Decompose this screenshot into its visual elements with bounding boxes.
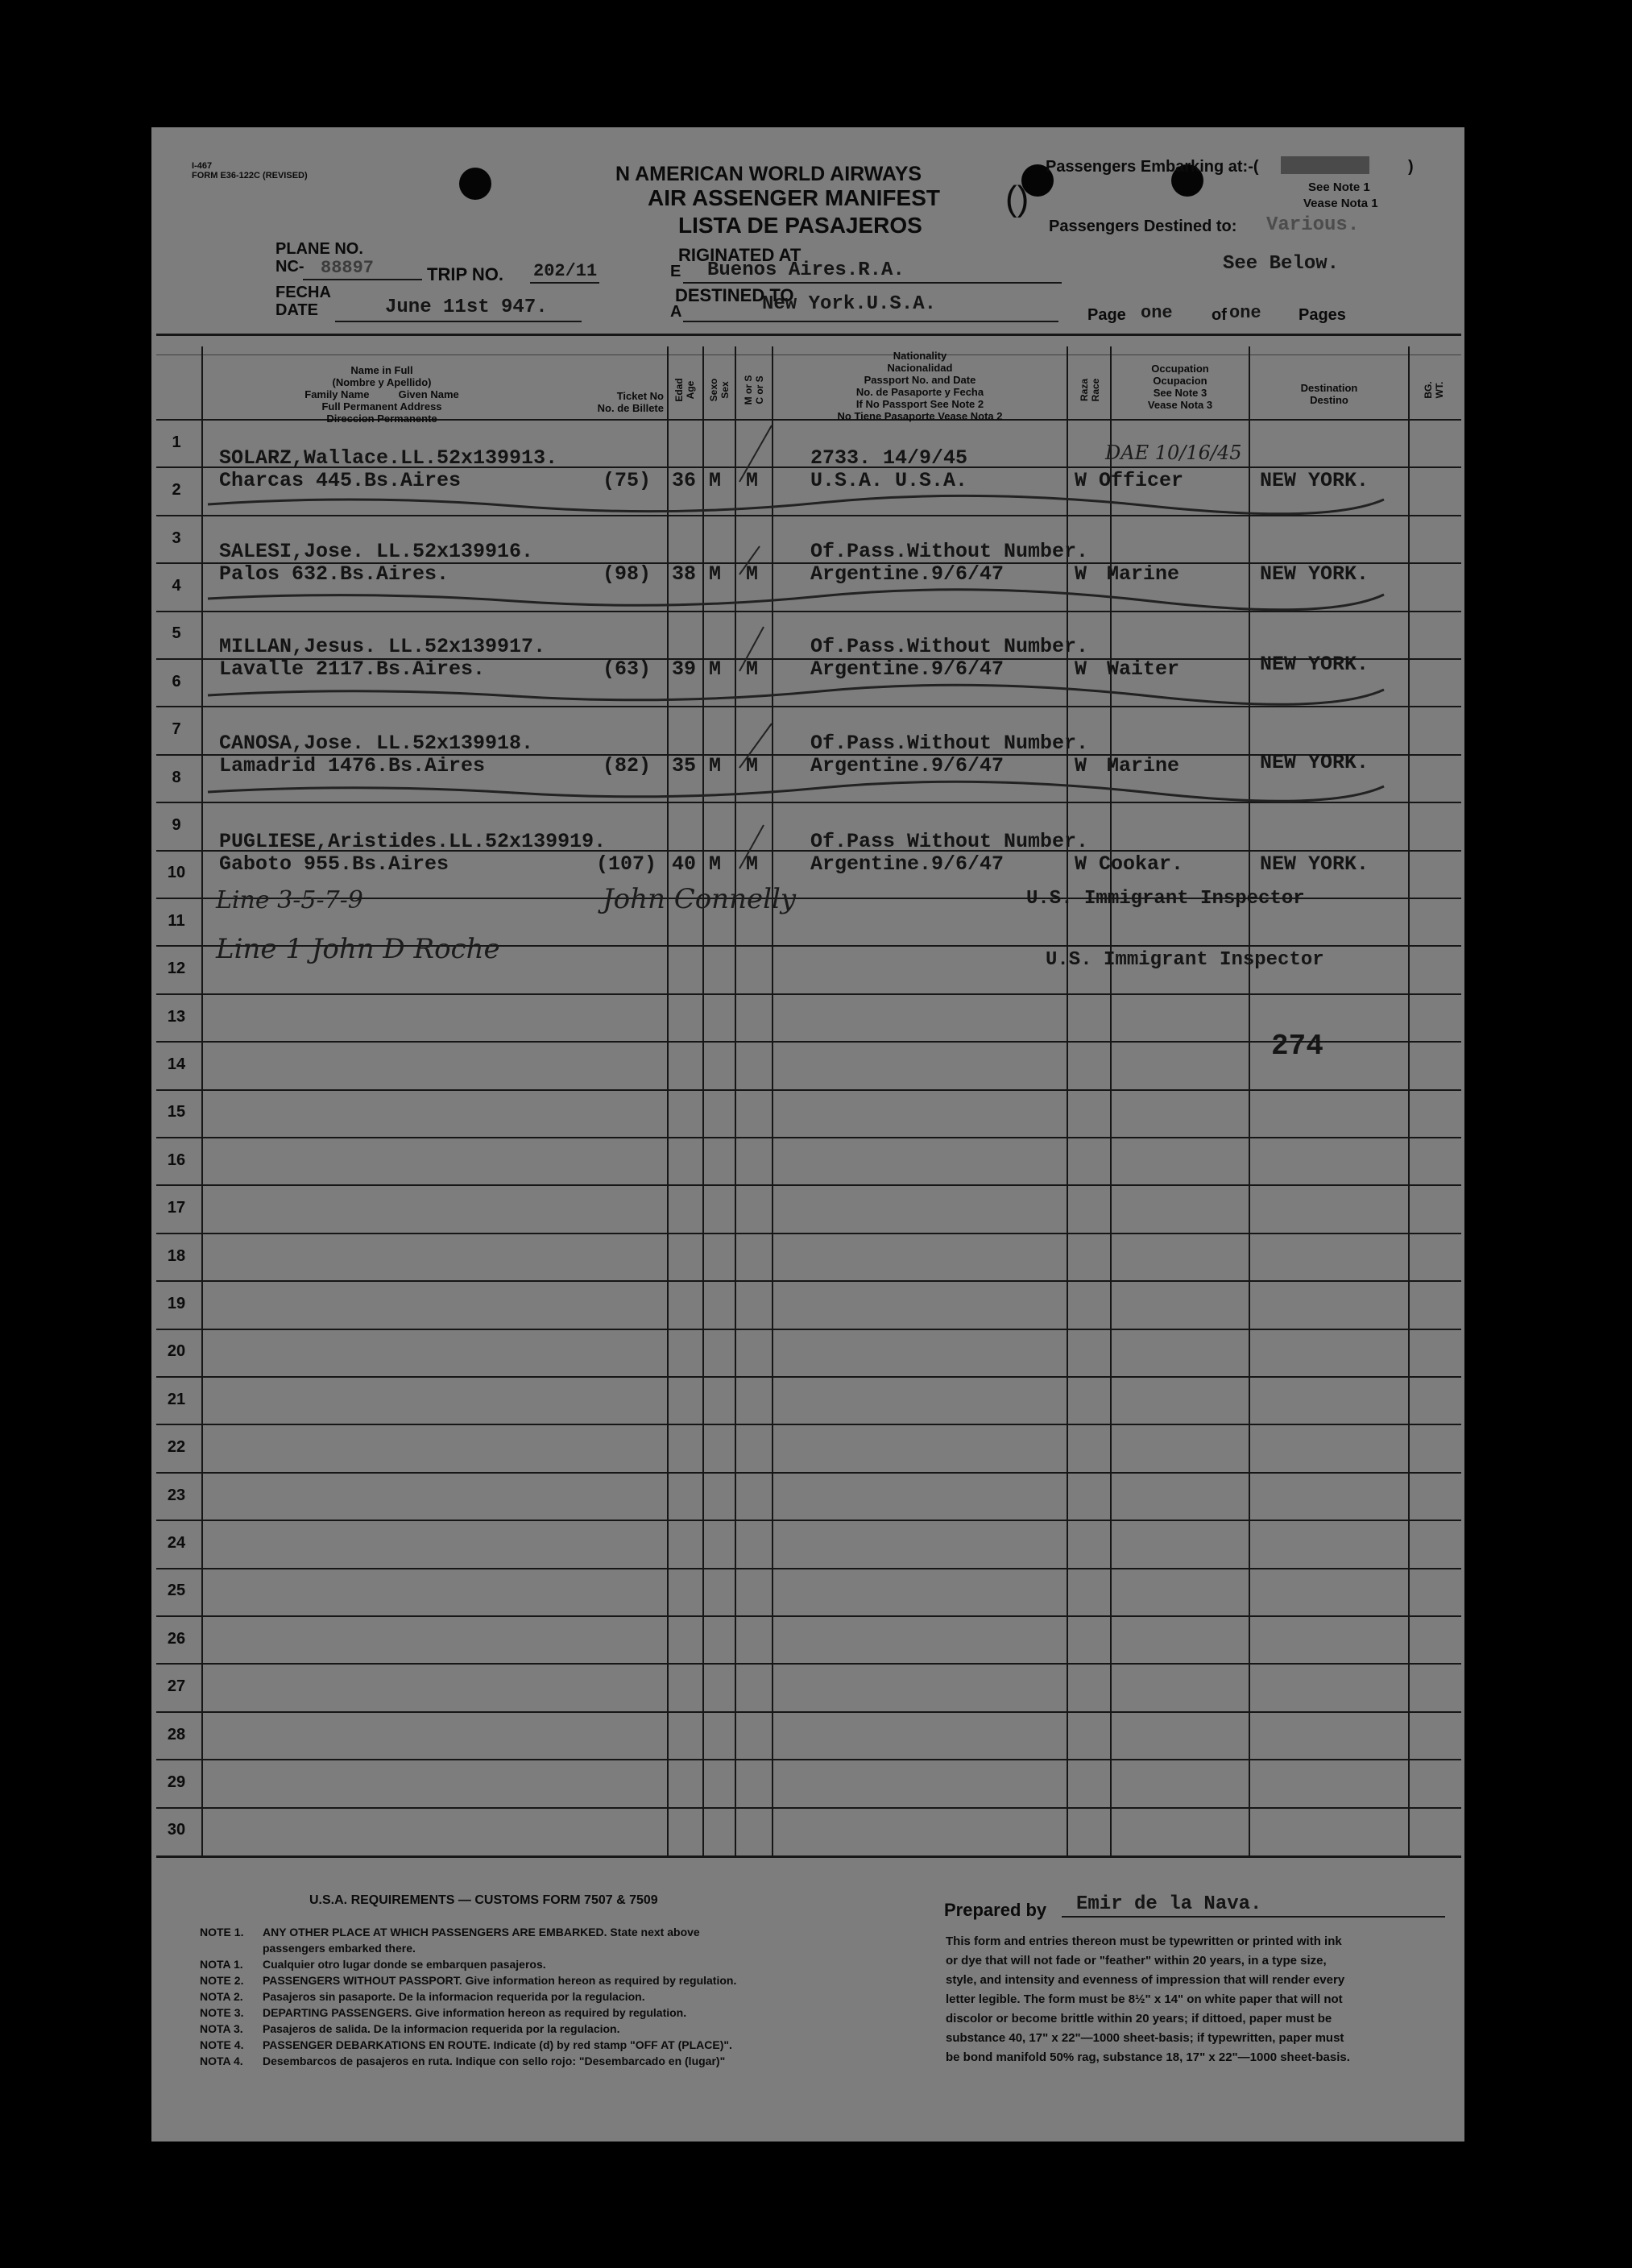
note-key: NOTA 4. [200, 2054, 243, 2067]
passenger-destination: NEW YORK. [1260, 653, 1369, 676]
page-label: Page [1087, 306, 1126, 324]
passenger-nationality: U.S.A. U.S.A. [810, 469, 968, 492]
passenger-marital: M [746, 852, 759, 876]
row-number: 23 [167, 1486, 186, 1504]
note-line [200, 1942, 416, 1955]
passenger-name: SALESI,Jose. LL.52x139916. [219, 540, 534, 563]
strike-line [208, 685, 1384, 704]
note-text: Desembarcos de pasajeros en ruta. Indique con sello rojo: "Desembarcado en (lugar)" [263, 2054, 726, 2067]
row-number: 12 [167, 960, 186, 978]
paper-requirements [946, 1932, 1350, 2067]
row-number: 13 [167, 1007, 186, 1026]
col-header-race: Raza Race [1079, 378, 1101, 402]
col-header-destination: Destination Destino [1300, 382, 1358, 406]
note-text: Pasajeros de salida. De la informacion requerida por la regulacion. [263, 2022, 620, 2035]
row-divider [156, 993, 1461, 995]
passenger-age: 39 [672, 657, 697, 681]
note-text: PASSENGERS WITHOUT PASSPORT. Give information hereon as required by regulation. [263, 1974, 737, 1987]
passenger-sex: M [709, 852, 722, 876]
passenger-race: W [1075, 657, 1087, 681]
row-number: 16 [167, 1151, 186, 1169]
passenger-occupation: Cookar. [1099, 852, 1184, 876]
row-number: 24 [167, 1533, 186, 1552]
note-text: Pasajeros sin pasaporte. De la informacion requerida por la regulacion. [263, 1990, 645, 2003]
row-number: 27 [167, 1677, 186, 1696]
passenger-passport: Of.Pass.Without Number. [810, 635, 1089, 658]
passenger-marital: M [746, 657, 759, 681]
row-number: 6 [172, 672, 181, 690]
plane-label: PLANE NO. NC- [275, 240, 363, 276]
inspector-title: U.S. Immigrant Inspector [1026, 888, 1305, 910]
note-line [200, 1958, 546, 1971]
passenger-age: 36 [672, 469, 697, 492]
passenger-destination: NEW YORK. [1260, 469, 1369, 492]
circled-mark: () [1005, 179, 1029, 218]
note-key: NOTA 2. [200, 1990, 243, 2003]
passenger-occupation: Officer [1099, 469, 1184, 492]
passenger-age: 40 [672, 852, 697, 876]
passenger-ticket: (107) [596, 852, 657, 876]
manifest-sheet [151, 127, 1464, 2142]
prepared-label: Prepared by [944, 1900, 1047, 1920]
passenger-ticket: (63) [603, 657, 652, 681]
row-number: 1 [172, 433, 181, 451]
row-divider [156, 1759, 1461, 1760]
row-divider [156, 1376, 1461, 1378]
passenger-destination: NEW YORK. [1260, 562, 1369, 586]
passenger-destination: NEW YORK. [1260, 852, 1369, 876]
strike-line [208, 495, 1384, 513]
note-key: NOTA 1. [200, 1958, 243, 1971]
row-divider [156, 1329, 1461, 1330]
passenger-passport: Of.Pass Without Number. [810, 830, 1089, 853]
row-number: 11 [168, 911, 185, 930]
check-mark [739, 825, 764, 869]
page-value: one [1141, 303, 1173, 323]
check-mark [739, 546, 760, 574]
col-header-name: Name in Full (Nombre y Apellido) Family Name Given Name Full Permanent Address Direccion Permanente [304, 364, 459, 425]
fecha-label: FECHA DATE [275, 284, 331, 319]
stamp-number: 274 [1271, 1030, 1323, 1063]
passenger-race: W [1075, 469, 1087, 492]
row-divider [156, 1041, 1461, 1043]
destined-label: DESTINED TO [675, 285, 794, 305]
row-number: 20 [167, 1342, 186, 1361]
passenger-address: Palos 632.Bs.Aires. [219, 562, 449, 586]
date-value: June 11st 947. [385, 296, 548, 318]
passenger-passport: 2733. 14/9/45 [810, 446, 968, 470]
passenger-sex: M [709, 657, 722, 681]
row-divider [156, 1711, 1461, 1713]
col-header-marital: M or S C or S [743, 375, 765, 405]
row-number: 14 [167, 1055, 186, 1073]
row-divider [156, 1615, 1461, 1617]
row-number: 5 [172, 624, 181, 643]
passenger-ticket: (82) [603, 754, 652, 777]
row-number: 10 [167, 864, 186, 882]
passenger-sex: M [709, 562, 722, 586]
passenger-marital: M [746, 562, 759, 586]
passenger-nationality: Argentine.9/6/47 [810, 852, 1004, 876]
col-header-age: Edad Age [673, 378, 696, 402]
row-divider [156, 1520, 1461, 1521]
passenger-sex: M [709, 754, 722, 777]
passenger-address: Lavalle 2117.Bs.Aires. [219, 657, 486, 681]
row-divider [156, 1807, 1461, 1809]
see-below: See Below. [1223, 253, 1340, 275]
destined-to-label: Passengers Destined to: [1049, 218, 1237, 235]
row-number: 18 [167, 1246, 186, 1265]
note-key: NOTE 4. [200, 2038, 244, 2051]
trip-label: TRIP NO. [427, 264, 503, 284]
row-number: 8 [172, 768, 181, 786]
passenger-address: Charcas 445.Bs.Aires [219, 469, 462, 492]
passenger-nationality: Argentine.9/6/47 [810, 562, 1004, 586]
handwritten-annotation: DAE 10/16/45 [1105, 442, 1242, 464]
col-header-nationality: Nationality Nacionalidad Passport No. and Date No. de Pasaporte y Fecha If No Passport See Note 2 No Tiene Pasaporte Vease Nota 2 [837, 350, 1003, 422]
inspector-title-2: U.S. Immigrant Inspector [1046, 949, 1324, 971]
note-line [200, 2054, 725, 2067]
row-divider [156, 1137, 1461, 1138]
form-subtitle: LISTA DE PASAJEROS [678, 213, 922, 238]
row-divider [156, 1184, 1461, 1186]
plane-value: 88897 [321, 258, 375, 278]
row-number: 2 [172, 481, 181, 500]
form-title: AIR ASSENGER MANIFEST [648, 185, 940, 210]
originated-value: Buenos Aires.R.A. [707, 259, 905, 281]
col-header-sex: Sexo Sex [708, 378, 731, 402]
passenger-nationality: Argentine.9/6/47 [810, 657, 1004, 681]
check-mark [739, 425, 772, 482]
note-text: DEPARTING PASSENGERS. Give information hereon as required by regulation. [263, 2006, 687, 2019]
row-divider [156, 1089, 1461, 1091]
trip-value: 202/11 [533, 261, 598, 281]
passenger-occupation: Waiter [1107, 657, 1180, 681]
form-code: I-467 FORM E36-122C (REVISED) [192, 161, 308, 180]
row-number: 21 [167, 1390, 186, 1408]
check-mark [739, 627, 764, 671]
row-divider [156, 1663, 1461, 1665]
of-label: of [1212, 306, 1227, 324]
note-key: NOTE 2. [200, 1974, 244, 1987]
pages-label: Pages [1299, 306, 1346, 324]
embarking-label: Passengers Embarking at:-( [1046, 158, 1259, 176]
note-text: passengers embarked there. [263, 1942, 416, 1955]
strike-line [208, 782, 1384, 801]
note-text: Cualquier otro lugar donde se embarquen pasajeros. [263, 1958, 546, 1971]
note-text: ANY OTHER PLACE AT WHICH PASSENGERS ARE EMBARKED. State next above [263, 1926, 700, 1938]
paper-requirement-line: style, and intensity and evenness of impression that will render every [946, 1973, 1345, 1987]
passenger-age: 38 [672, 562, 697, 586]
passenger-name: MILLAN,Jesus. LL.52x139917. [219, 635, 546, 658]
see-note-1: See Note 1 [1308, 180, 1370, 194]
passenger-marital: M [746, 469, 759, 492]
note-line [200, 1974, 736, 1987]
note-text: PASSENGER DEBARKATIONS EN ROUTE. Indicate (d) by red stamp "OFF AT (PLACE)". [263, 2038, 732, 2051]
strike-lines [151, 127, 1464, 933]
destined-prefix: A [670, 303, 682, 321]
row-number: 9 [172, 815, 181, 834]
originated-label: RIGINATED AT [678, 245, 802, 265]
passenger-race: W [1075, 754, 1087, 777]
passenger-destination: NEW YORK. [1260, 751, 1369, 774]
passenger-address: Lamadrid 1476.Bs.Aires [219, 754, 486, 777]
embarking-close: ) [1408, 158, 1414, 176]
requirements-title: U.S.A. REQUIREMENTS — CUSTOMS FORM 7507 & 7509 [309, 1893, 658, 1907]
paper-requirement-line: This form and entries thereon must be typewritten or printed with ink [946, 1934, 1342, 1948]
row-number: 15 [167, 1103, 186, 1122]
paper-requirement-line: be bond manifold 50% rag, substance 18, 17" x 22"—1000 sheet-basis. [946, 2050, 1350, 2064]
note-line [200, 1990, 645, 2003]
destined-value: New York.U.S.A. [762, 293, 937, 315]
paper-requirement-line: or dye that will not fade or "feather" within 20 years, in a type size, [946, 1954, 1327, 1967]
passenger-name: PUGLIESE,Aristides.LL.52x139919. [219, 830, 607, 853]
passenger-ticket: (98) [603, 562, 652, 586]
row-number: 7 [172, 720, 181, 739]
note-key: NOTE 1. [200, 1926, 244, 1938]
inspector-signature: John Connelly [603, 883, 797, 915]
originated-prefix: E [670, 263, 681, 280]
passenger-sex: M [709, 469, 722, 492]
strike-line [208, 590, 1384, 610]
row-number: 30 [167, 1821, 186, 1839]
row-number: 19 [167, 1294, 186, 1312]
note-line [200, 1926, 700, 1938]
row-number: 17 [167, 1199, 186, 1217]
passenger-occupation: Marine [1107, 562, 1180, 586]
col-header-ticket: Ticket No No. de Billete [597, 390, 664, 414]
note-line [200, 2022, 619, 2035]
row-divider [156, 1233, 1461, 1234]
passenger-race: W [1075, 852, 1087, 876]
table-bottom-border [156, 1855, 1461, 1858]
vease-nota-1: Vease Nota 1 [1303, 197, 1378, 210]
row-number: 26 [167, 1629, 186, 1648]
row-divider [156, 1472, 1461, 1474]
prepared-value: Emir de la Nava. [1076, 1893, 1262, 1915]
passenger-passport: Of.Pass.Without Number. [810, 732, 1089, 755]
passenger-name: SOLARZ,Wallace.LL.52x139913. [219, 446, 558, 470]
check-mark [739, 724, 772, 768]
airline-name: N AMERICAN WORLD AIRWAYS [615, 163, 922, 185]
row-number: 4 [172, 576, 181, 595]
paper-requirement-line: discolor or become brittle within 20 years; if dittoed, paper must be [946, 2012, 1332, 2025]
passenger-ticket: (75) [603, 469, 652, 492]
of-value: one [1229, 303, 1261, 323]
prepared-underline [1062, 1916, 1445, 1918]
row-number: 28 [167, 1725, 186, 1743]
passenger-passport: Of.Pass.Without Number. [810, 540, 1089, 563]
row-divider [156, 1568, 1461, 1569]
col-header-bg-wt: BG. WT. [1423, 381, 1445, 399]
note-key: NOTA 3. [200, 2022, 243, 2035]
line-1-signature: Line 1 John D Roche [216, 933, 500, 965]
row-number: 22 [167, 1438, 186, 1457]
row-number: 25 [167, 1582, 186, 1600]
lines-annotation: Line 3-5-7-9 [216, 886, 363, 914]
col-header-occupation: Occupation Ocupacion See Note 3 Vease Nota 3 [1147, 363, 1213, 411]
row-number: 3 [172, 529, 181, 547]
row-number: 29 [167, 1773, 186, 1791]
paper-requirement-line: letter legible. The form must be 8½" x 14" on white paper that will not [946, 1992, 1343, 2006]
paper-requirement-line: substance 40, 17" x 22"—1000 sheet-basis; if typewritten, paper must [946, 2031, 1344, 2045]
note-line [200, 2038, 732, 2051]
destined-to-value: Various. [1266, 214, 1360, 236]
passenger-name: CANOSA,Jose. LL.52x139918. [219, 732, 534, 755]
note-line [200, 2006, 686, 2019]
passenger-age: 35 [672, 754, 697, 777]
passenger-race: W [1075, 562, 1087, 586]
paper-requirements-lines [946, 1932, 1350, 2067]
passenger-marital: M [746, 754, 759, 777]
row-divider [156, 1424, 1461, 1425]
note-key: NOTE 3. [200, 2006, 244, 2019]
passenger-nationality: Argentine.9/6/47 [810, 754, 1004, 777]
passenger-occupation: Marine [1107, 754, 1180, 777]
passenger-address: Gaboto 955.Bs.Aires [219, 852, 449, 876]
row-divider [156, 1280, 1461, 1282]
